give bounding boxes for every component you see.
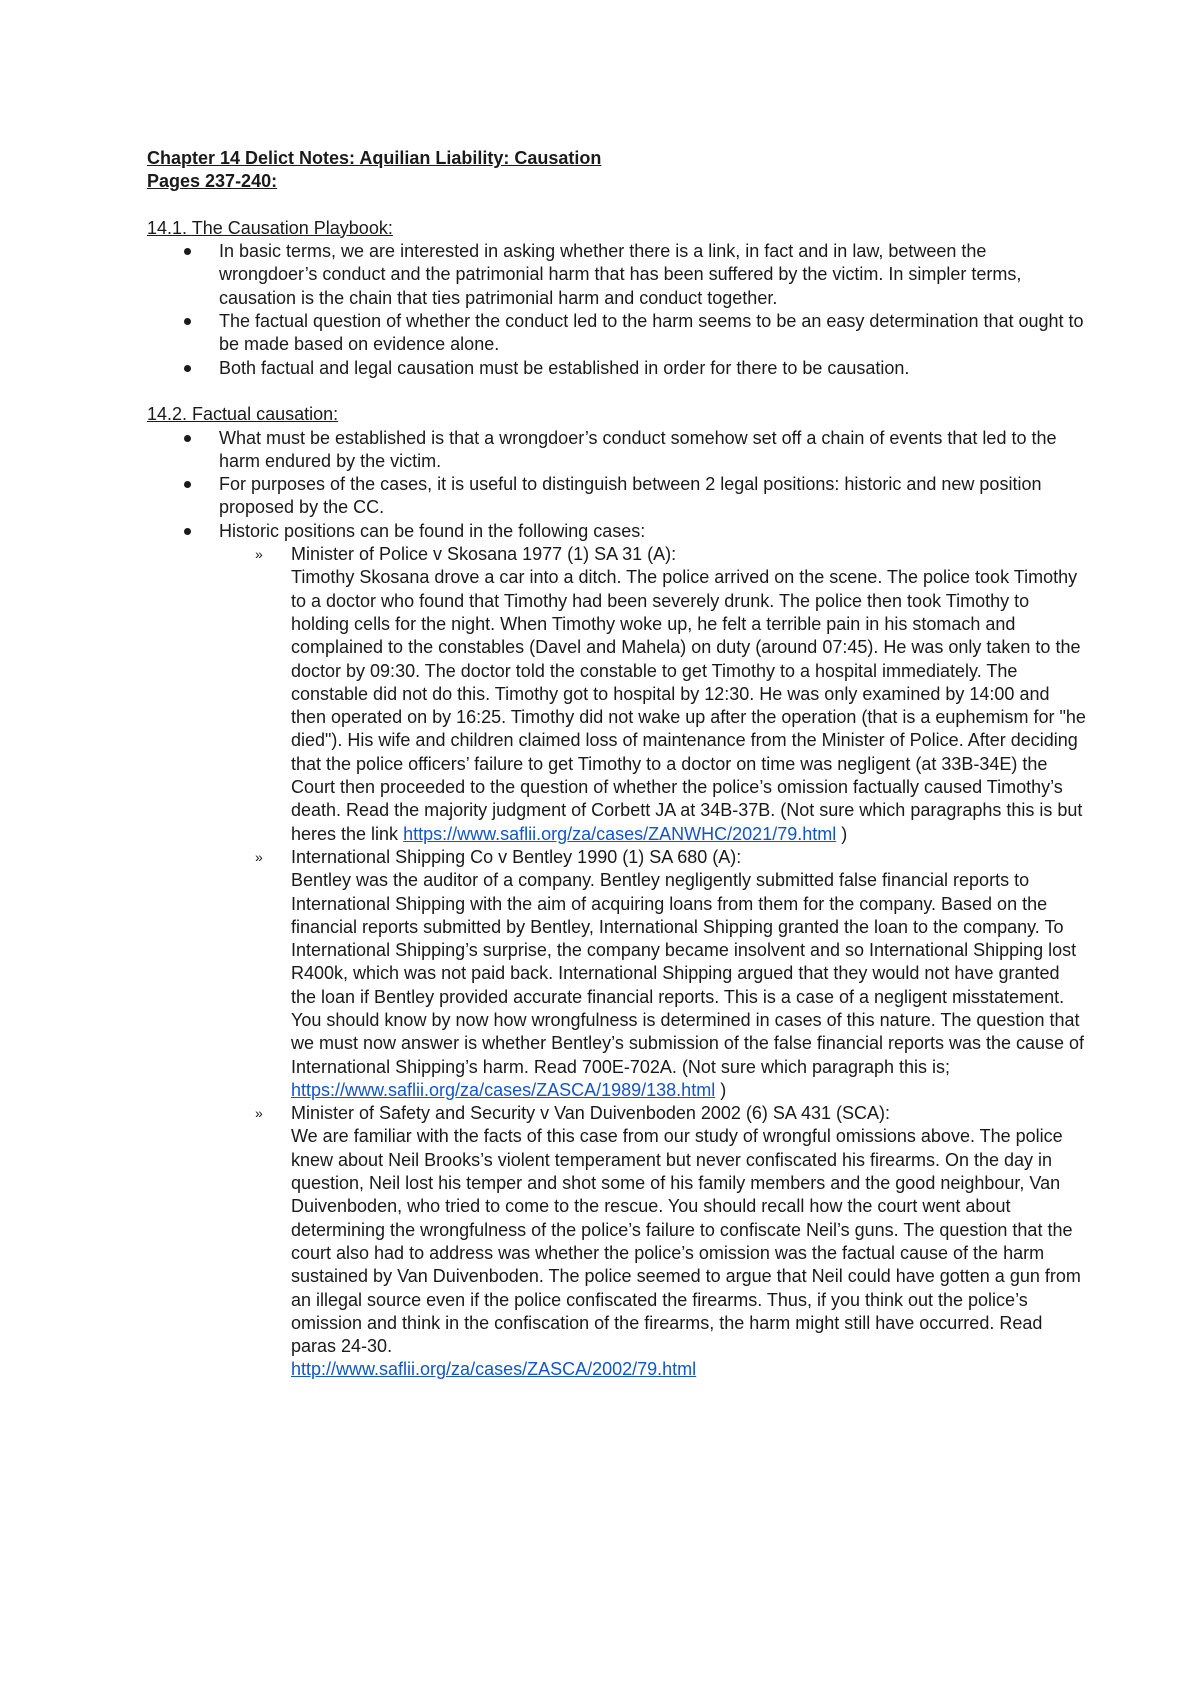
document-pages: Pages 237-240: <box>147 171 278 192</box>
case-list <box>219 543 1087 1382</box>
bullet-icon <box>184 248 191 255</box>
case-item-bentley <box>219 846 1087 1102</box>
bullet-text: What must be established is that a wrongdoer’s conduct somehow set off a chain of events that led to the harm endured by the victim. <box>219 427 1057 471</box>
double-chevron-icon: » <box>255 546 263 563</box>
bullet-text: Historic positions can be found in the following cases: <box>219 520 646 541</box>
case-link-suffix: ) <box>715 1079 727 1100</box>
bullet-icon <box>184 365 191 372</box>
section-14-1-list <box>147 240 1087 380</box>
case-link-suffix: ) <box>836 823 848 844</box>
case-summary-text: Timothy Skosana drove a car into a ditch. The police arrived on the scene. The police took Timothy to a doctor who found that Timothy had been severely drunk. The police then took Timothy to holding cells for the night. When Timothy woke up, he felt a terrible pain in his stomach and complained to the constables (Davel and Mahela) on duty (around 07:45). He was only taken to the doctor by 09:30. The doctor told the constable to get Timothy to a hospital immediately. The constable did not do this. Timothy got to hospital by 12:30. He was only examined by 14:00 and then operated on by 16:25. Timothy did not wake up after the operation (that is a euphemism for "he died"). His wife and children claimed loss of maintenance from the Minister of Police. After deciding that the police officers’ failure to get Timothy to a doctor on time was negligent (at 33B-34E) the Court then proceeded to the question of whether the police’s omission factually caused Timothy’s death. Read the majority judgment of Corbett JA at 34B-37B. (Not sure which paragraphs this is but heres the link <box>291 567 1086 844</box>
case-name: International Shipping Co v Bentley 1990 (1) SA 680 (A): <box>291 846 742 867</box>
list-item <box>147 520 1087 1382</box>
section-heading-14-2: 14.2. Factual causation: <box>147 404 339 425</box>
spacer <box>147 380 1087 403</box>
double-chevron-icon: » <box>255 1105 263 1122</box>
document-content <box>147 147 1087 1382</box>
case-link[interactable]: https://www.saflii.org/za/cases/ZANWHC/2021/79.html <box>403 823 837 844</box>
list-item <box>147 310 1087 357</box>
bullet-icon <box>184 318 191 325</box>
case-summary <box>291 566 1087 846</box>
bullet-icon <box>184 481 191 488</box>
bullet-text: Both factual and legal causation must be established in order for there to be causation. <box>219 357 910 378</box>
list-item <box>147 240 1087 310</box>
list-item <box>147 427 1087 474</box>
list-item <box>147 357 1087 380</box>
section-14-2-list <box>147 427 1087 1382</box>
bullet-text: In basic terms, we are interested in asking whether there is a link, in fact and in law, between the wrongdoer’s conduct and the patrimonial harm that has been suffered by the victim. In simpler terms, causation is the chain that ties patrimonial harm and conduct together. <box>219 241 1022 308</box>
bullet-icon <box>184 435 191 442</box>
document-title: Chapter 14 Delict Notes: Aquilian Liability: Causation <box>147 148 602 168</box>
bullet-text: The factual question of whether the conduct led to the harm seems to be an easy determination that ought to be made based on evidence alone. <box>219 311 1084 355</box>
case-link[interactable]: https://www.saflii.org/za/cases/ZASCA/1989/138.html <box>291 1079 716 1100</box>
case-name: Minister of Safety and Security v Van Duivenboden 2002 (6) SA 431 (SCA): <box>291 1103 890 1124</box>
spacer <box>147 194 1087 217</box>
case-item-skosana <box>219 543 1087 846</box>
case-summary-text: We are familiar with the facts of this case from our study of wrongful omissions above. The police knew about Neil Brooks’s violent temperament but never confiscated his firearms. On the day in question, Neil lost his temper and shot some of his family members and the good neighbour, Van Duivenboden, who tried to come to the rescue. You should recall how the court went about determining the wrongfulness of the police’s failure to confiscate Neil’s guns. The question that the court also had to address was whether the police’s omission was the factual cause of the harm sustained by Van Duivenboden. The police seemed to argue that Neil could have gotten a gun from an illegal source even if the police confiscated the firearms. Thus, if you think out the police’s omission and think in the confiscation of the firearms, the harm might still have occurred. Read paras 24-30. <box>291 1126 1081 1357</box>
case-link[interactable]: http://www.saflii.org/za/cases/ZASCA/2002/79.html <box>291 1359 697 1380</box>
case-item-van-duivenboden <box>219 1102 1087 1382</box>
list-item <box>147 473 1087 520</box>
case-summary <box>291 1125 1087 1381</box>
case-summary <box>291 869 1087 1102</box>
double-chevron-icon: » <box>255 848 263 865</box>
bullet-icon <box>184 528 191 535</box>
bullet-text: For purposes of the cases, it is useful to distinguish between 2 legal positions: historic and new position proposed by the CC. <box>219 474 1042 518</box>
case-summary-text: Bentley was the auditor of a company. Bentley negligently submitted false financial reports to International Shipping with the aim of acquiring loans from them for the company. Based on the financial reports submitted by Bentley, International Shipping granted the loan to the company. To International Shipping’s surprise, the company became insolvent and so International Shipping lost R400k, which was not paid back. International Shipping argued that they would not have granted the loan if Bentley provided accurate financial reports. This is a case of a negligent misstatement. You should know by now how wrongfulness is determined in cases of this nature. The question that we must now answer is whether Bentley’s submission of the false financial reports was the cause of International Shipping’s harm. Read 700E-702A. (Not sure which paragraph this is; <box>291 870 1085 1077</box>
section-heading-14-1: 14.1. The Causation Playbook: <box>147 217 393 238</box>
case-name: Minister of Police v Skosana 1977 (1) SA 31 (A): <box>291 544 677 565</box>
